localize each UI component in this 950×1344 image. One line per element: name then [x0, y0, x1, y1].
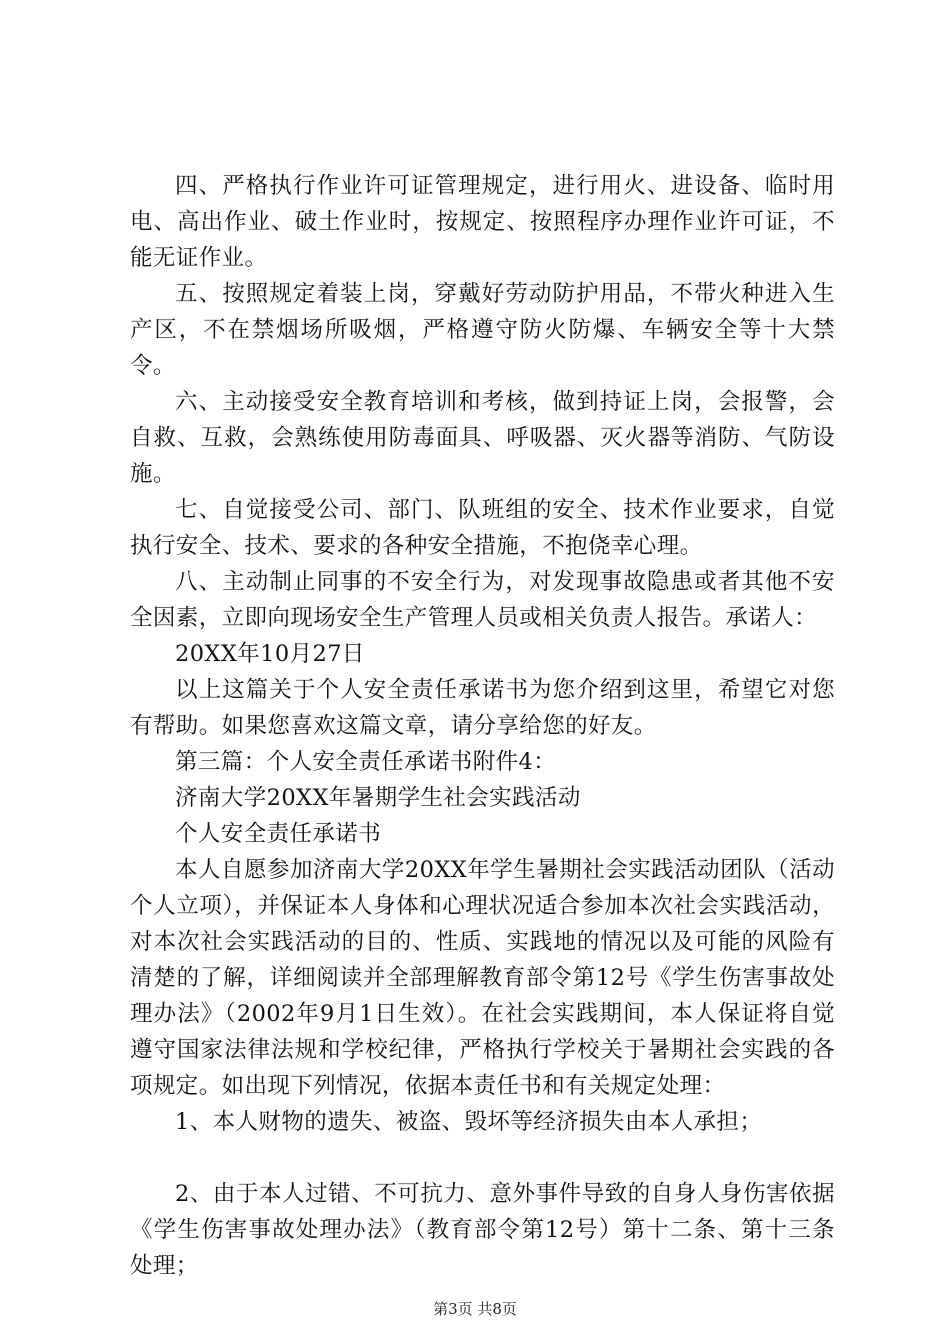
- paragraph-item-8: 八、主动制止同事的不安全行为，对发现事故隐患或者其他不安全因素，立即向现场安全生产管理人员或相关负责人报告。承诺人：: [130, 569, 835, 631]
- paragraph-item-6: 六、主动接受安全教育培训和考核，做到持证上岗，会报警，会自救、互救，会熟练使用防毒面具、呼吸器、灭火器等消防、气防设施。: [130, 389, 835, 487]
- date-line: 20XX年10月27日: [175, 641, 365, 667]
- paragraph-item-7: 七、自觉接受公司、部门、队班组的安全、技术作业要求，自觉执行安全、技术、要求的各种安全措施，不抱侥幸心理。: [130, 497, 835, 559]
- clause-1: 1、本人财物的遗失、被盗、毁坏等经济损失由本人承担；: [175, 1109, 763, 1135]
- document-body: [130, 168, 835, 1284]
- paragraph-item-5: 五、按照规定着装上岗，穿戴好劳动防护用品，不带火种进入生产区，不在禁烟场所吸烟，严格遵守防火防爆、车辆安全等十大禁令。: [130, 281, 835, 379]
- closing-note: 以上这篇关于个人安全责任承诺书为您介绍到这里，希望它对您有帮助。如果您喜欢这篇文章，请分享给您的好友。: [130, 677, 835, 739]
- page-footer: 第3页 共8页: [433, 1300, 517, 1318]
- clause-2: 2、由于本人过错、不可抗力、意外事件导致的自身人身伤害依据《学生伤害事故处理办法》（教育部令第12号）第十二条、第十三条处理；: [130, 1181, 835, 1279]
- document-title: 个人安全责任承诺书: [175, 821, 382, 847]
- paragraph-item-4: 四、严格执行作业许可证管理规定，进行用火、进设备、临时用电、高出作业、破土作业时，按规定、按照程序办理作业许可证，不能无证作业。: [130, 173, 835, 271]
- activity-title: 济南大学20XX年暑期学生社会实践活动: [175, 785, 581, 811]
- blank-line: [130, 1140, 835, 1176]
- section-heading: 第三篇：个人安全责任承诺书附件4：: [175, 749, 557, 775]
- commitment-paragraph: 本人自愿参加济南大学20XX年学生暑期社会实践活动团队（活动个人立项），并保证本人身体和心理状况适合参加本次社会实践活动，对本次社会实践活动的目的、性质、实践地的情况以及可能的风险有清楚的了解，详细阅读并全部理解教育部令第12号《学生伤害事故处理办法》（2002年9月1日生效）。在社会实践期间，本人保证将自觉遵守国家法律法规和学校纪律，严格执行学校关于暑期社会实践的各项规定。如出现下列情况，依据本责任书和有关规定处理：: [130, 857, 835, 1099]
